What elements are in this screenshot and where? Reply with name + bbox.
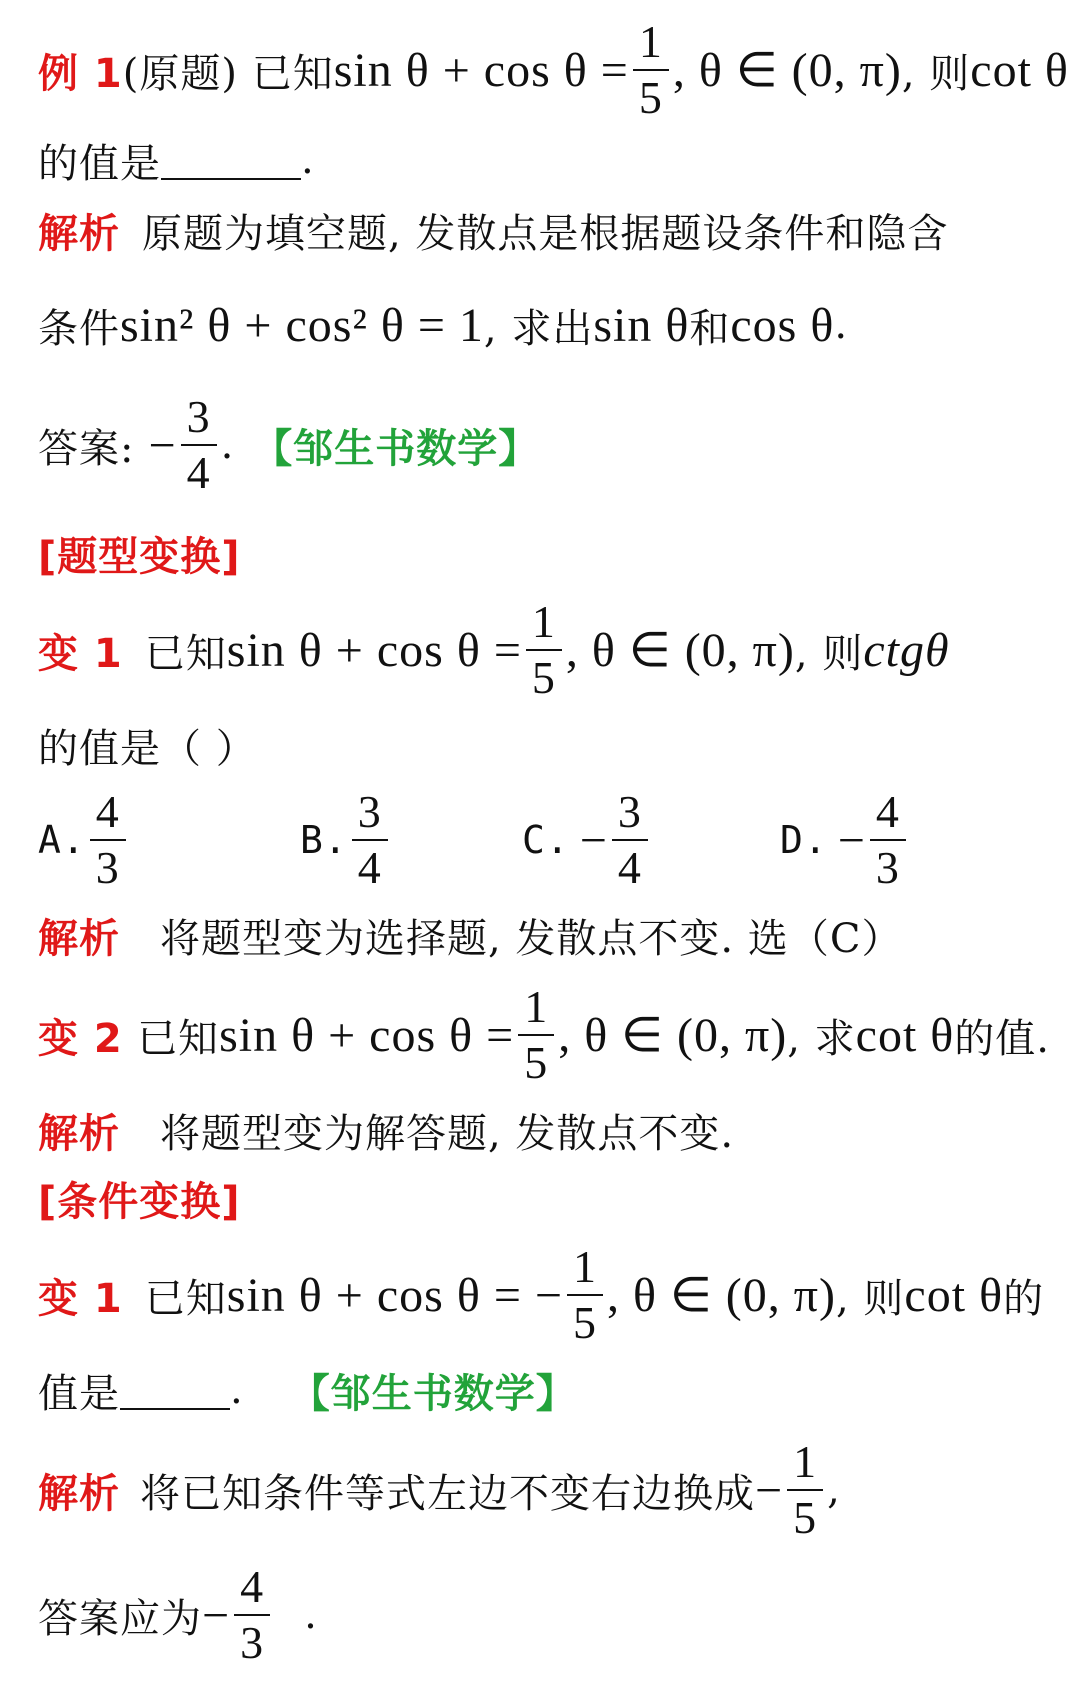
analysis-label: 解析 (38, 1470, 120, 1517)
analysis-label: 解析 (38, 915, 120, 962)
analysis-text: 条件 (38, 305, 120, 352)
variant-2-line (38, 981, 1050, 1088)
variant-label: 变 1 (38, 630, 123, 677)
identity-formula: sin² θ + cos² θ = 1 (120, 298, 484, 352)
example-connector: , 则 (901, 50, 971, 97)
answer-sign: − (202, 1588, 231, 1642)
analysis-text: , 求出 (483, 305, 594, 352)
analysis-2-line (38, 905, 1050, 965)
analysis-label: 解析 (38, 210, 120, 257)
analysis-1-line (38, 200, 1050, 260)
fraction-numerator: 4 (870, 789, 906, 841)
analysis-text: 将题型变为解答题, 发散点不变. (160, 1110, 735, 1157)
option-fraction (870, 786, 906, 893)
asked-quantity: cot θ (904, 1268, 1004, 1322)
example-label: 例 1 (38, 50, 123, 97)
example-1-line-2 (38, 130, 1050, 190)
asked-quantity: cot θ (855, 1008, 955, 1062)
sin-term: sin θ (593, 298, 690, 352)
fraction (526, 596, 562, 703)
answer-label: 答案: (38, 425, 135, 472)
fraction-numerator: 1 (787, 1439, 823, 1491)
asked-quantity: cot θ (970, 43, 1069, 97)
final-answer-text: 答案应为 (38, 1595, 202, 1642)
answer-fraction (181, 391, 217, 498)
fraction-denominator: 4 (186, 447, 211, 498)
angle-condition: , θ ∈ (0, π) (672, 44, 902, 97)
analysis-1-line-2 (38, 290, 1050, 360)
option-key: C. (522, 818, 570, 862)
angle-condition: , θ ∈ (0, π) (606, 1269, 836, 1322)
asked-quantity: ctgθ (863, 623, 950, 677)
fraction-denominator: 5 (524, 1037, 549, 1088)
fraction-denominator: 5 (572, 1297, 597, 1348)
fraction-numerator: 3 (612, 789, 648, 841)
answer-blank (120, 1370, 230, 1410)
option-key: D. (780, 818, 828, 862)
cos-term: cos θ (730, 298, 835, 352)
angle-condition: , θ ∈ (0, π) (558, 1009, 788, 1062)
answer-fraction (234, 1561, 270, 1668)
question-text: 的值是 (38, 140, 161, 187)
fraction-numerator: 1 (526, 599, 562, 651)
fraction (567, 1241, 603, 1348)
fraction (787, 1436, 823, 1543)
analysis-label: 解析 (38, 1110, 120, 1157)
fraction-numerator: 1 (567, 1244, 603, 1296)
equation-left: sin θ + cos θ = (219, 1008, 515, 1062)
option-fraction (352, 786, 388, 893)
fraction-denominator: 4 (357, 842, 382, 893)
equation-left: sin θ + cos θ = (333, 43, 629, 97)
sentence-end: . (230, 1367, 244, 1413)
analysis-4-line (38, 1436, 1050, 1543)
variant-connector: , 则 (794, 630, 864, 677)
example-1-line (38, 16, 1069, 123)
fraction-denominator: 5 (531, 652, 556, 703)
answer-blank (161, 140, 301, 180)
example-intro: (原题) 已知 (122, 50, 334, 97)
analysis-text: 将已知条件等式左边不变右边换成 (140, 1470, 755, 1517)
condition-variant-line-2 (38, 1360, 1050, 1420)
fraction-numerator: 3 (181, 394, 217, 446)
final-answer-line (38, 1561, 1050, 1668)
variant-intro: 已知 (144, 1275, 227, 1322)
fraction-denominator: 5 (638, 72, 663, 123)
section-title: [条件变换] (38, 1178, 241, 1225)
section-title: [题型变换] (38, 533, 241, 580)
answer-line (38, 391, 1050, 498)
option-a[interactable] (38, 786, 300, 893)
option-c[interactable] (522, 786, 780, 893)
sentence-end: . (220, 422, 235, 468)
fraction-denominator: 4 (617, 842, 642, 893)
variant-1-line (38, 596, 1050, 703)
analysis-text: 和 (689, 305, 731, 352)
section-heading (38, 525, 1050, 581)
option-sign: − (837, 813, 866, 867)
fraction-denominator: 3 (240, 1617, 265, 1668)
analysis-text: 将题型变为选择题, 发散点不变. 选（C） (160, 915, 903, 962)
answer-sign: − (148, 418, 177, 472)
fraction-numerator: 1 (518, 984, 554, 1036)
option-key: A. (38, 818, 86, 862)
brand-tag: 【邹生书数学】 (289, 1370, 577, 1417)
fraction-numerator: 4 (234, 1564, 270, 1616)
option-key: B. (300, 818, 348, 862)
variant-connector: , 求 (787, 1015, 856, 1062)
variant-connector: , 则 (835, 1275, 905, 1322)
option-fraction (612, 786, 648, 893)
section-heading (38, 1170, 1050, 1226)
option-d[interactable] (780, 786, 910, 893)
question-text: 值是 (38, 1370, 120, 1417)
fraction-sign: − (755, 1463, 784, 1517)
variant-1-line-2 (38, 715, 1050, 775)
fraction-denominator: 5 (793, 1492, 818, 1543)
fraction-numerator: 1 (633, 19, 669, 71)
fraction (633, 16, 669, 123)
fraction-numerator: 4 (90, 789, 126, 841)
option-fraction (90, 786, 126, 893)
question-text: 的值是（ ） (38, 725, 257, 772)
brand-tag: 【邹生书数学】 (252, 425, 540, 472)
option-sign: − (579, 813, 608, 867)
sentence-end: . (834, 302, 849, 348)
variant-intro: 已知 (144, 630, 227, 677)
sentence-end: . (304, 1592, 318, 1638)
variant-tail: 的值. (954, 1015, 1050, 1062)
variant-label: 变 1 (38, 1275, 123, 1322)
fraction-numerator: 3 (352, 789, 388, 841)
option-b[interactable] (300, 786, 522, 893)
condition-variant-line (38, 1241, 1050, 1348)
equation-left: sin θ + cos θ = (226, 623, 522, 677)
fraction-denominator: 3 (875, 842, 900, 893)
fraction (518, 981, 554, 1088)
analysis-text: 原题为填空题, 发散点是根据题设条件和隐含 (142, 210, 949, 257)
angle-condition: , θ ∈ (0, π) (565, 624, 795, 677)
variant-label: 变 2 (38, 1015, 123, 1062)
sentence-end: , (827, 1467, 841, 1513)
equation-left: sin θ + cos θ = − (226, 1268, 563, 1322)
variant-tail: 的 (1003, 1275, 1045, 1322)
variant-intro: 已知 (137, 1015, 220, 1062)
fraction-denominator: 3 (95, 842, 120, 893)
analysis-3-line (38, 1100, 1050, 1160)
options-row (38, 785, 1050, 895)
sentence-end: . (301, 137, 315, 183)
